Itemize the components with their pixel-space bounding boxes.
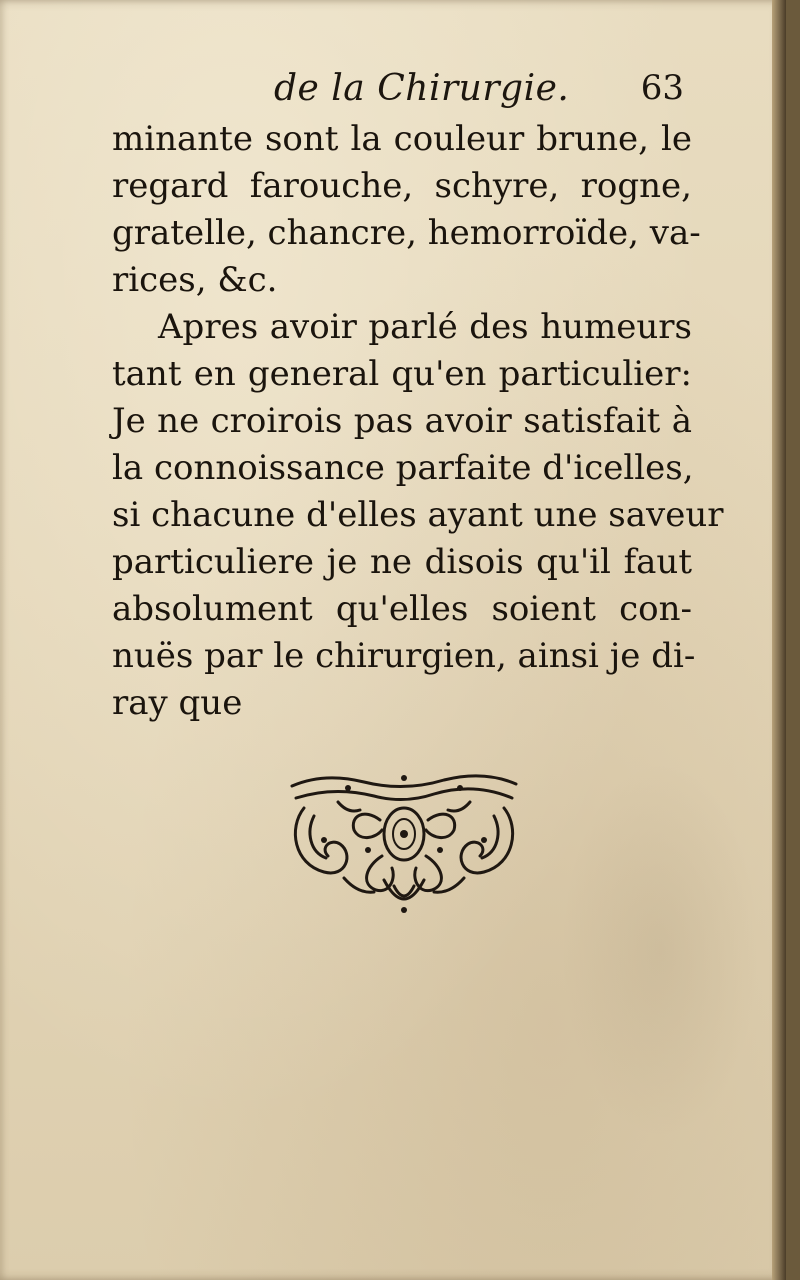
text-line: tant en general qu'en particulier: [112,354,692,394]
text-line: rices, &c. [112,260,278,300]
text-line: regard farouche, schyre, rogne, [112,166,692,206]
text-line: nuës par le chirurgien, ainsi je di- [112,636,696,676]
body-text [112,116,724,727]
text-line: gratelle, chancre, hemorroïde, va- [112,213,701,253]
page-number: 63 [640,68,684,108]
text-line: particuliere je ne disois qu'il faut [112,542,692,582]
page-edge-shadow [772,0,786,1280]
text-line: minante sont la couleur brune, le [112,119,692,159]
text-line: la connoissance parfaite d'icelles, [112,448,694,488]
text-line: si chacune d'elles ayant une saveur [112,495,724,535]
text-line: Je ne croirois pas avoir satisfait à [112,401,692,441]
text-line: ray que [112,683,243,723]
floral-tailpiece-icon [284,768,524,918]
running-title: de la Chirurgie. [274,68,570,109]
paragraph-start-line: Apres avoir parlé des humeurs [158,307,692,347]
show-through-shadow [560,760,760,1140]
page-header [114,62,684,122]
text-line: absolument qu'elles soient con- [112,589,692,629]
